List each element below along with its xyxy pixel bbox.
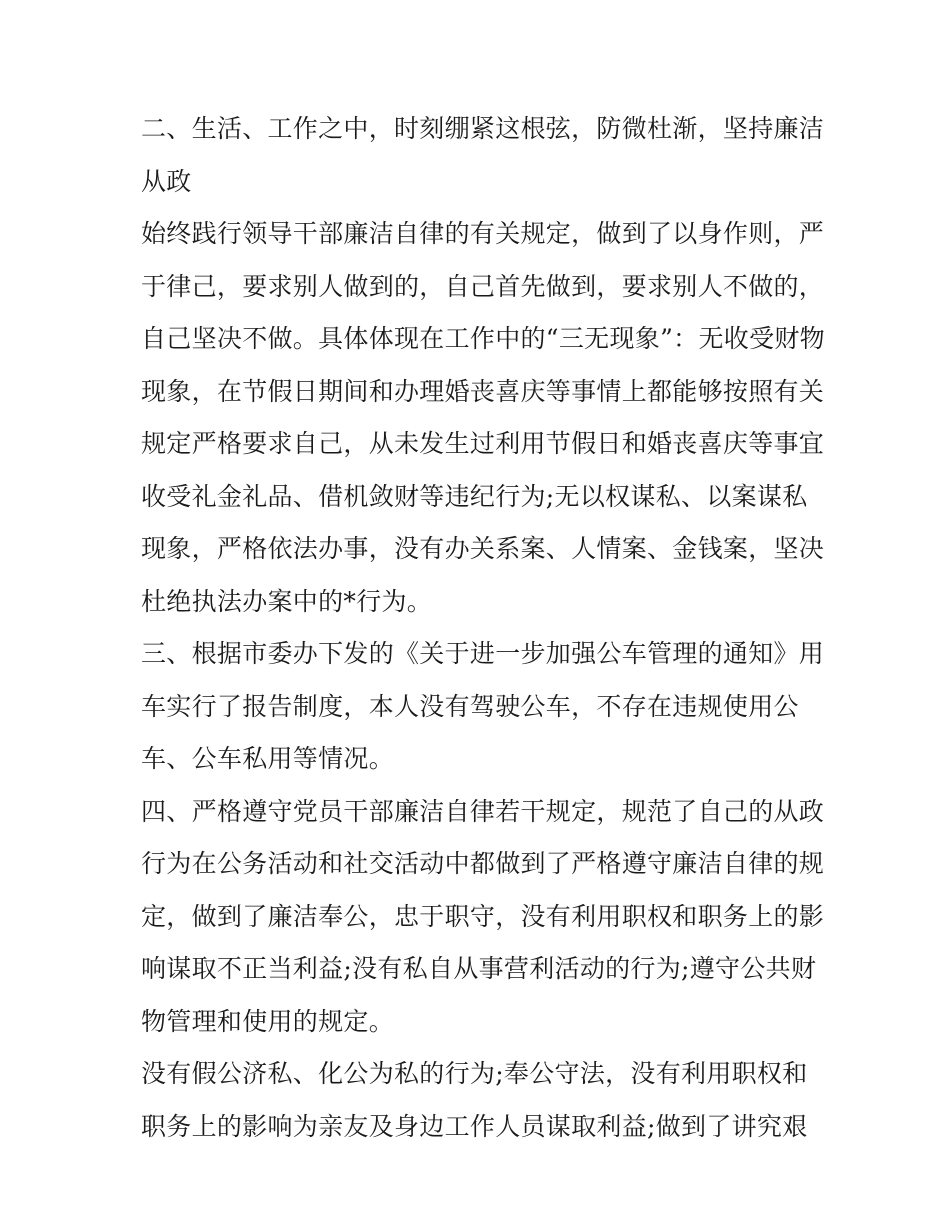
paragraph-section-two: 二、生活、工作之中，时刻绷紧这根弦，防微杜渐，坚持廉洁 从政 [141, 114, 825, 196]
paragraph-section-four: 四、严格遵守党员干部廉洁自律若干规定，规范了自己的从政 行为在公务活动和社交活动中都做到了严格遵守廉洁自律的规 定，做到了廉洁奉公，忠于职守，没有利用职权和职务上的影 响谋取不正当利益;没有私自从事营利活动的行为;遵守公共财 物管理和使用的规定。 [141, 796, 825, 1036]
paragraph-self-discipline: 始终践行领导干部廉洁自律的有关规定，做到了以身作则，严 于律己，要求别人做到的，自己首先做到，要求别人不做的， 自己坚决不做。具体体现在工作中的“三无现象”：无收受财物 现象，在节假日期间和办理婚丧喜庆等事情上都能够按照有关 规定严格要求自己，从未发生过利用节假日和婚丧喜庆等事宜 收受礼金礼品、借机敛财等违纪行为;无以权谋私、以案谋私 现象，严格依法办事，没有办关系案、人情案、金钱案，坚决 杜绝执法办案中的*行为。 [141, 219, 825, 616]
document-body [141, 103, 831, 1153]
paragraph-integrity: 没有假公济私、化公为私的行为;奉公守法，没有利用职权和 职务上的影响为亲友及身边工作人员谋取利益;做到了讲究艰 [141, 1059, 808, 1141]
paragraph-section-three: 三、根据市委办下发的《关于进一步加强公车管理的通知》用 车实行了报告制度，本人没有驾驶公车，不存在违规使用公 车、公车私用等情况。 [141, 639, 825, 773]
